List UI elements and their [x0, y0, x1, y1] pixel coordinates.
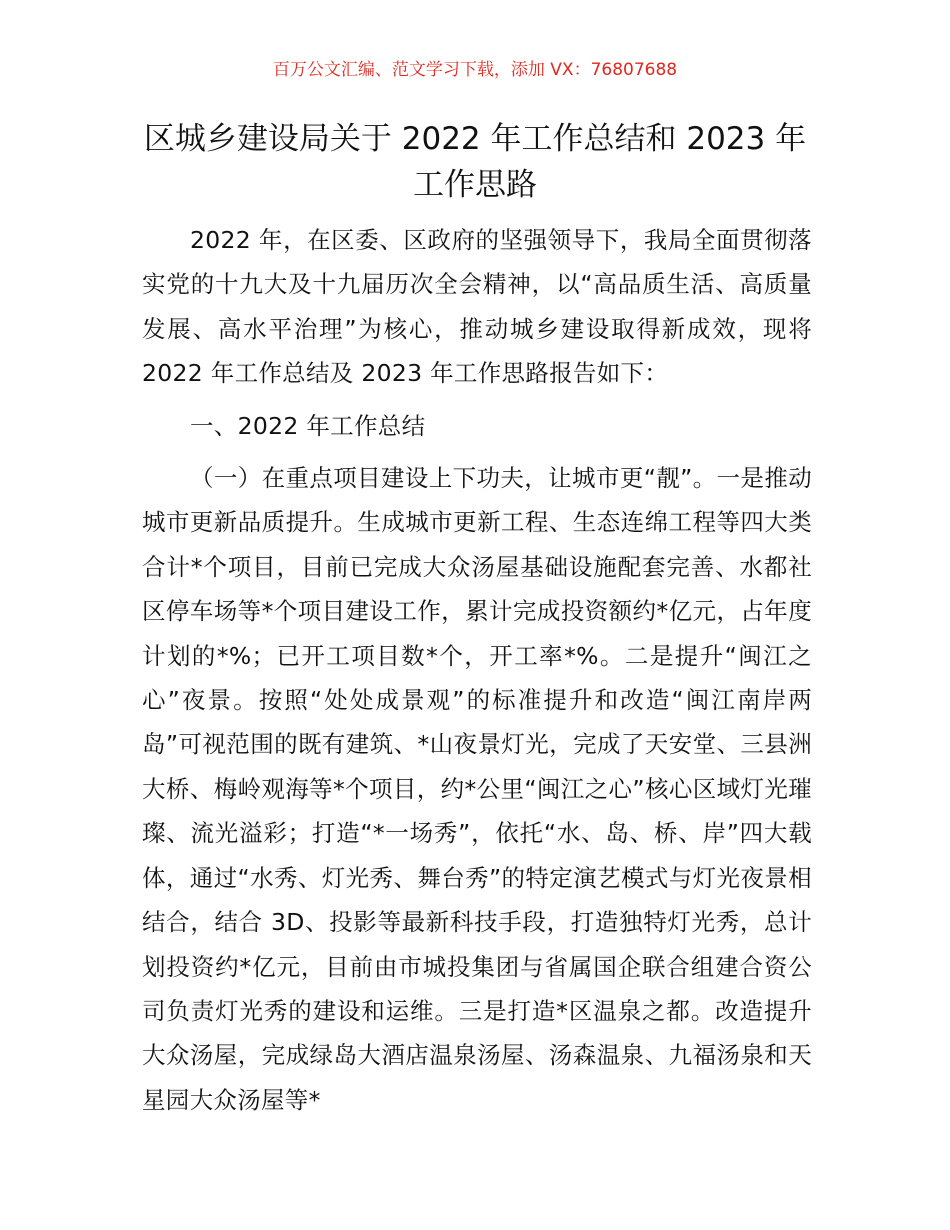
body-paragraph-1: （一）在重点项目建设上下功夫，让城市更“靓”。一是推动城市更新品质提升。生成城市更新工程、生态连绵工程等四大类合计*个项目，目前已完成大众汤屋基础设施配套完善、水都社区停车场等*个项目建设工作，累计完成投资额约*亿元，占年度计划的*%；已开工项目数*个，开工率*%。二是提升“闽江之心”夜景。按照“处处成景观”的标准提升和改造“闽江南岸两岛”可视范围的既有建筑、*山夜景灯光，完成了天安堂、三县洲大桥、梅岭观海等*个项目，约*公里“闽江之心”核心区域灯光璀璨、流光溢彩；打造“*一场秀”，依托“水、岛、桥、岸”四大载体，通过“水秀、灯光秀、舞台秀”的特定演艺模式与灯光夜景相结合，结合 3D、投影等最新科技手段，打造独特灯光秀，总计划投资约*亿元，目前由市城投集团与省属国企联合组建合资公司负责灯光秀的建设和运维。三是打造*区温泉之都。改造提升大众汤屋，完成绿岛大酒店温泉汤屋、汤森温泉、九福汤泉和天星园大众汤屋等* [142, 464, 812, 1114]
section-heading: 一、2022 年工作总结 [190, 411, 426, 440]
title-line-2: 工作思路 [413, 167, 537, 203]
document-title [90, 116, 860, 208]
document-body [142, 218, 812, 1122]
title-line-1: 区城乡建设局关于 2022 年工作总结和 2023 年 [143, 121, 807, 157]
intro-paragraph: 2022 年，在区委、区政府的坚强领导下，我局全面贯彻落实党的十九大及十九届历次全会精神，以“高品质生活、高质量发展、高水平治理”为核心，推动城乡建设取得新成效，现将 2022 年工作总结及 2023 年工作思路报告如下： [142, 226, 812, 388]
watermark-text: 百万公文汇编、范文学习下载，添加 VX：76807688 [272, 60, 678, 80]
